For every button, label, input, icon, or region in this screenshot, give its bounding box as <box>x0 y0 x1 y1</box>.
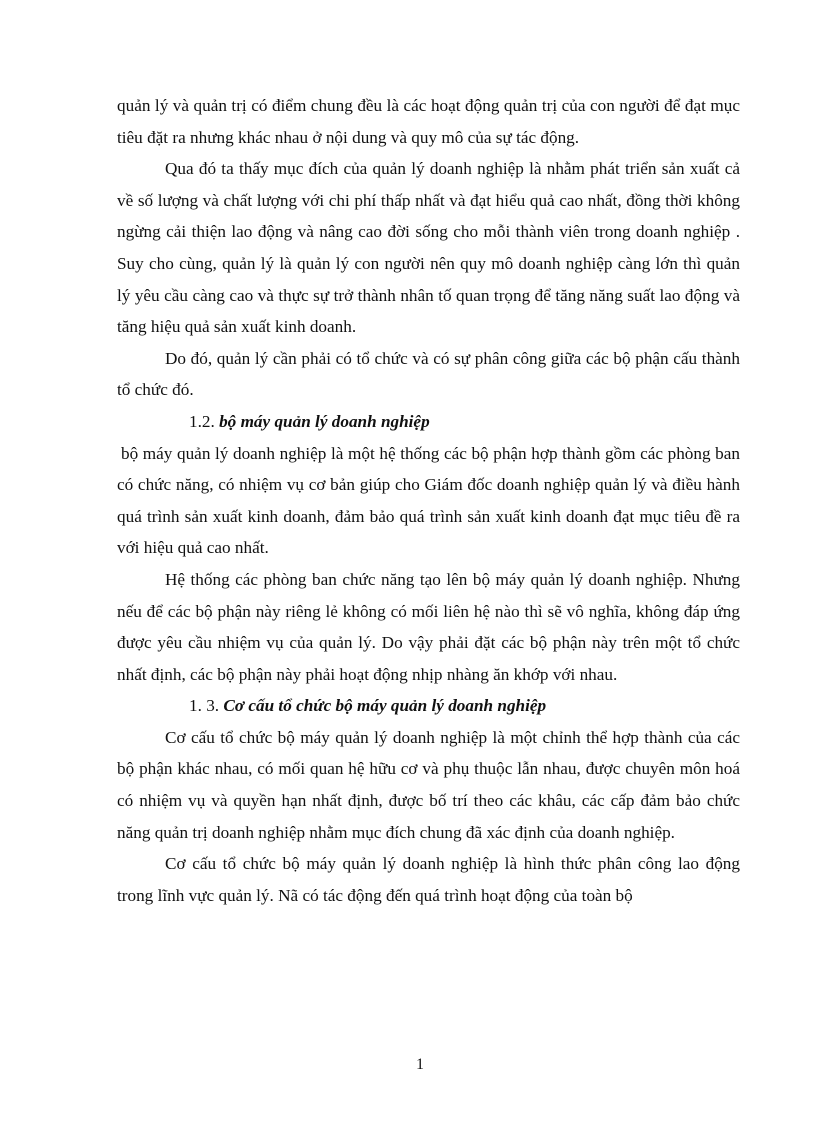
paragraph-4: bộ máy quản lý doanh nghiệp là một hệ thống các bộ phận hợp thành gồm các phòng ban có chức năng, có nhiệm vụ cơ bản giúp cho Giám đốc doanh nghiệp quản lý và điều hành quá trình sản xuất kinh doanh, đảm bảo quá trình sản xuất kinh doanh đạt mục tiêu đề ra với hiệu quả cao nhất. <box>117 443 740 558</box>
section-title: bộ máy quản lý doanh nghiệp <box>219 411 430 431</box>
paragraph-1: quản lý và quản trị có điểm chung đều là các hoạt động quản trị của con người để đạt mục tiêu đặt ra nhưng khác nhau ở nội dung và quy mô của sự tác động. <box>117 96 740 147</box>
section-heading-1-2 <box>117 406 740 438</box>
paragraph-6: Cơ cấu tổ chức bộ máy quản lý doanh nghiệp là một chỉnh thể hợp thành của các bộ phận khác nhau, có mối quan hệ hữu cơ và phụ thuộc lẫn nhau, được chuyên môn hoá có nhiệm vụ và quyền hạn nhất định, được bố trí theo các khâu, các cấp đảm bảo chức năng quản trị doanh nghiệp nhằm mục đích chung đã xác định của doanh nghiệp. <box>117 727 740 842</box>
section-number: 1.2. <box>189 411 215 431</box>
page-number: 1 <box>416 1056 424 1073</box>
section-number: 1. 3. <box>189 696 220 716</box>
paragraph-2: Qua đó ta thấy mục đích của quản lý doanh nghiệp là nhằm phát triển sản xuất cả về số lượng và chất lượng với chi phí thấp nhất và đạt hiểu quả cao nhất, đồng thời không ngừng cải thiện lao động và nâng cao đời sống cho mỗi thành viên trong doanh nghiệp . Suy cho cùng, quản lý là quản lý con người nên quy mô doanh nghiệp càng lớn thì quản lý yêu cầu càng cao và thực sự trở thành nhân tố quan trọng để tăng năng suất lao động và tăng hiệu quả sản xuất kinh doanh. <box>117 159 740 337</box>
section-heading-1-3 <box>117 690 740 722</box>
paragraph-7: Cơ cấu tổ chức bộ máy quản lý doanh nghiệp là hình thức phân công lao động trong lĩnh vực quản lý. Nã có tác động đến quá trình hoạt động của toàn bộ <box>117 854 740 905</box>
paragraph-5: Hệ thống các phòng ban chức năng tạo lên bộ máy quản lý doanh nghiệp. Nhưng nếu để các bộ phận này riêng lẻ không có mối liên hệ nào thì sẽ vô nghĩa, không đáp ứng được yêu cầu nhiệm vụ của quản lý. Do vậy phải đặt các bộ phận này trên một tổ chức nhất định, các bộ phận này phải hoạt động nhịp nhàng ăn khớp với nhau. <box>117 569 740 684</box>
section-title: Cơ cấu tổ chức bộ máy quản lý doanh nghiệp <box>223 696 547 716</box>
document-body <box>117 90 740 911</box>
paragraph-3: Do đó, quản lý cần phải có tổ chức và có sự phân công giữa các bộ phận cấu thành tổ chức đó. <box>117 348 740 400</box>
